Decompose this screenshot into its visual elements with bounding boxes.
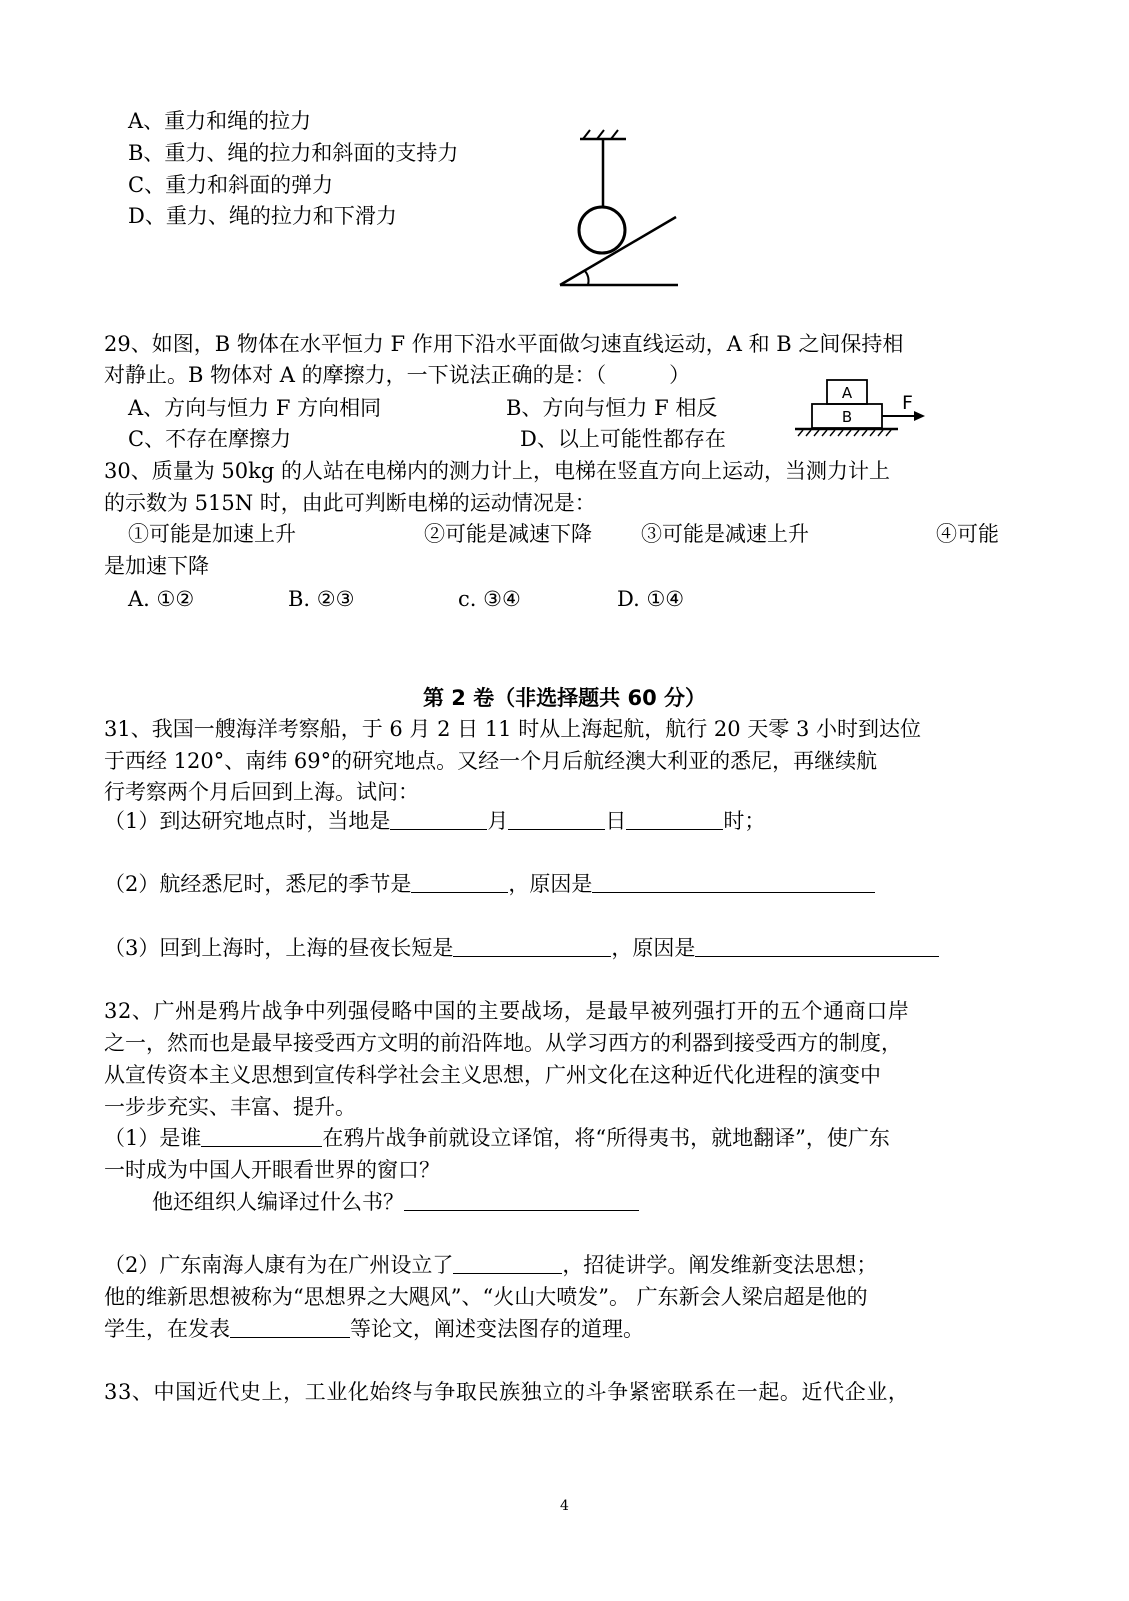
answer-blank-school[interactable] [453, 1253, 562, 1274]
q29-option-b: B、方向与恒力 F 相反 [506, 396, 718, 420]
q29-block-figure [790, 376, 935, 438]
block-a-label: A [841, 384, 853, 402]
answer-blank-day[interactable] [508, 809, 605, 830]
answer-blank-month[interactable] [390, 809, 487, 830]
q32-stem-line2: 之一，然而也是最早接受西方文明的前沿阵地。从学习西方的利器到接受西方的制度， [104, 1031, 902, 1055]
q31-day-label: 日 [605, 809, 627, 833]
q31-hour-label: 时； [723, 809, 766, 833]
q32-part2-line3-end: 等论文，阐述变法图存的道理。 [350, 1317, 644, 1341]
q32-part2 [104, 1250, 877, 1280]
q32-stem-line3: 从宣传资本主义思想到宣传科学社会主义思想，广州文化在这种近代化进程的演变中 [104, 1063, 881, 1087]
answer-blank-hour[interactable] [626, 809, 723, 830]
answer-blank-season[interactable] [411, 872, 508, 893]
answer-blank-day-length[interactable] [453, 936, 611, 957]
q29-option-d: D、以上可能性都存在 [520, 427, 726, 451]
q32-part1 [104, 1123, 890, 1153]
q29-stem-line2: 对静止。B 物体对 A 的摩擦力，一下说法正确的是：（ ） [104, 363, 691, 387]
q32-stem-line1: 32、广州是鸦片战争中列强侵略中国的主要战场，是最早被列强打开的五个通商口岸 [104, 999, 910, 1023]
q28-option-c: C、重力和斜面的弹力 [128, 173, 334, 197]
answer-blank-season-reason[interactable] [592, 872, 875, 893]
q31-month-label: 月 [487, 809, 509, 833]
q31-part1 [104, 806, 765, 836]
q32-part2-line3 [104, 1314, 644, 1344]
q31-part2 [104, 869, 875, 899]
answer-blank-book[interactable] [404, 1190, 639, 1211]
q28-ball-on-incline-figure [550, 125, 685, 290]
q28-option-d: D、重力、绳的拉力和下滑力 [128, 204, 397, 228]
q30-option-c: c. ③④ [458, 587, 521, 611]
q30-option-b: B. ②③ [288, 587, 355, 611]
q31-stem-line1: 31、我国一艘海洋考察船，于 6 月 2 日 11 时从上海起航，航行 20 天零 3 小时到达位 [104, 717, 921, 741]
q31-part1-prompt: （1）到达研究地点时，当地是 [104, 809, 391, 833]
section-title: 第 2 卷（非选择题共 60 分） [422, 686, 707, 710]
q32-part2-continued: ，招徒讲学。阐发维新变法思想； [562, 1253, 878, 1277]
q31-part3 [104, 933, 939, 963]
q30-option-d: D. ①④ [617, 587, 685, 611]
q30-item-2: ②可能是减速下降 [424, 522, 592, 546]
q29-stem-line1: 29、如图，B 物体在水平恒力 F 作用下沿水平面做匀速直线运动，A 和 B 之间保持相 [104, 332, 904, 356]
q30-item-3: ③可能是减速上升 [641, 522, 809, 546]
q29-option-c: C、不存在摩擦力 [128, 427, 292, 451]
q30-stem-line2: 的示数为 515N 时，由此可判断电梯的运动情况是： [104, 491, 596, 515]
q30-item-4-start: ④可能 [936, 522, 999, 546]
q32-part1-prompt: （1）是谁 [104, 1126, 202, 1150]
q30-item-4-end: 是加速下降 [104, 554, 209, 578]
q33-stem-line1: 33、中国近代史上，工业化始终与争取民族独立的斗争紧密联系在一起。近代企业， [104, 1380, 910, 1404]
answer-blank-who[interactable] [201, 1126, 322, 1147]
q31-part2-prompt: （2）航经悉尼时，悉尼的季节是 [104, 872, 412, 896]
q32-part2-line2: 他的维新思想被称为“思想界之大飓风”、“火山大喷发”。 广东新会人梁启超是他的 [104, 1285, 868, 1309]
answer-blank-essay[interactable] [230, 1317, 350, 1338]
q31-stem-line2: 于西经 120°、南纬 69°的研究地点。又经一个月后航经澳大利亚的悉尼，再继续航 [104, 749, 878, 773]
q30-option-a: A. ①② [128, 587, 195, 611]
q29-option-a: A、方向与恒力 F 方向相同 [128, 396, 382, 420]
q32-part1-followup-prompt: 他还组织人编译过什么书？ [152, 1190, 404, 1214]
page-number: 4 [560, 1498, 569, 1514]
block-b-label: B [841, 408, 853, 426]
q28-option-a: A、重力和绳的拉力 [128, 109, 312, 133]
q32-part1-continued: 在鸦片战争前就设立译馆，将“所得夷书，就地翻译”，使广东 [322, 1126, 890, 1150]
q31-part2-reason-label: ，原因是 [508, 872, 593, 896]
q32-part1-line2: 一时成为中国人开眼看世界的窗口？ [104, 1158, 440, 1182]
force-f-label: F [902, 392, 913, 414]
q31-part3-reason-label: ，原因是 [611, 936, 696, 960]
q31-stem-line3: 行考察两个月后回到上海。试问： [104, 780, 419, 804]
q32-part1-followup [152, 1187, 639, 1217]
q31-part3-prompt: （3）回到上海时，上海的昼夜长短是 [104, 936, 454, 960]
q30-item-1: ①可能是加速上升 [128, 522, 296, 546]
answer-blank-day-length-reason[interactable] [695, 936, 939, 957]
q28-option-b: B、重力、绳的拉力和斜面的支持力 [128, 141, 459, 165]
q30-stem-line1: 30、质量为 50kg 的人站在电梯内的测力计上，电梯在竖直方向上运动，当测力计上 [104, 459, 890, 483]
q32-part2-prompt: （2）广东南海人康有为在广州设立了 [104, 1253, 454, 1277]
q32-stem-line4: 一步步充实、丰富、提升。 [104, 1095, 356, 1119]
q32-part2-line3-prompt: 学生，在发表 [104, 1317, 230, 1341]
